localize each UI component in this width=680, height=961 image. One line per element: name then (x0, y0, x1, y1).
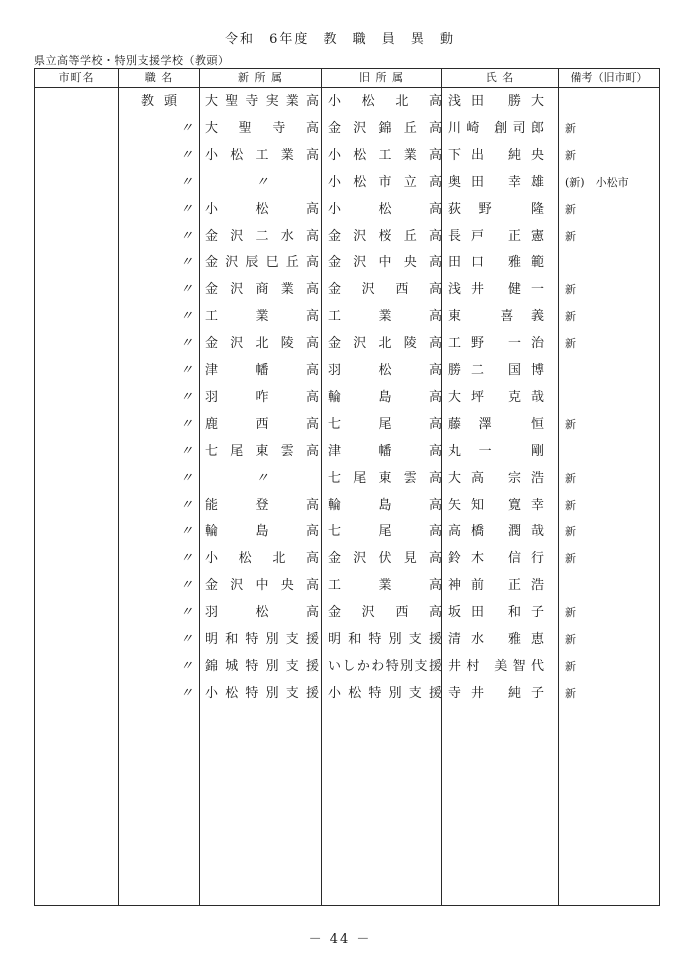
position-cell: 〃 (179, 632, 193, 647)
header-city: 市町名 (58, 71, 95, 84)
new-post-cell: 小松特別支援 (205, 685, 319, 701)
position-cell: 〃 (179, 336, 193, 352)
old-post-cell: 津幡高 (328, 443, 442, 459)
note-cell: 新 (565, 310, 576, 324)
old-post-cell: 七尾東雲高 (328, 470, 442, 486)
note-cell: 新 (565, 498, 576, 512)
old-post-cell: 金沢桜丘高 (328, 228, 442, 244)
old-post-cell: 小松特別支援 (328, 685, 442, 701)
old-post-cell: 小松市立高 (328, 174, 442, 190)
name-cell: 高橋 潤哉 (448, 524, 544, 540)
position-cell: 〃 (179, 309, 193, 325)
position-cell: 〃 (179, 551, 193, 567)
position-cell: 〃 (179, 470, 193, 486)
note-cell: 新 (565, 121, 576, 135)
section-subtitle: 県立高等学校・特別支援学校（教頭） (34, 54, 230, 67)
note-cell: 新 (565, 337, 576, 351)
position-cell: 〃 (179, 658, 193, 674)
name-cell: 丸一 剛 (448, 443, 544, 459)
note-cell: 新 (565, 417, 576, 431)
table-row (35, 654, 659, 680)
header-position: 職 名 (144, 71, 174, 84)
name-cell: 長戸 正憲 (448, 228, 544, 244)
table-row (35, 304, 659, 330)
old-post-cell: 七尾高 (328, 416, 442, 432)
table-row (35, 439, 659, 465)
table-row (35, 250, 659, 276)
table-row (35, 224, 659, 250)
old-post-cell: 小松工業高 (328, 147, 442, 163)
name-cell: 下出 純央 (448, 147, 544, 163)
document-title: 令和 6年度 教 職 員 異 動 (224, 32, 456, 47)
header-name: 氏 名 (485, 71, 515, 84)
name-cell: 東 喜義 (448, 309, 544, 325)
old-post-cell: いしかわ特別支援 (328, 658, 442, 674)
note-cell: 新 (565, 202, 576, 216)
old-post-cell: 金沢北陵高 (328, 336, 442, 352)
new-post-cell: 錦城特別支援 (205, 658, 319, 674)
name-cell: 大高 宗浩 (448, 470, 544, 486)
name-cell: 大坪 克哉 (448, 389, 544, 405)
note-cell (565, 89, 659, 115)
position-cell: 〃 (179, 228, 193, 244)
position-cell: 〃 (179, 416, 193, 432)
old-post-cell: 小松高 (328, 201, 442, 217)
personnel-table (34, 68, 660, 906)
name-cell: 荻野 隆 (448, 201, 544, 217)
new-post-cell: 鹿西高 (205, 416, 319, 432)
old-post-cell: 明和特別支援 (328, 632, 442, 647)
new-post-cell: 津幡高 (205, 363, 319, 378)
table-row (35, 170, 659, 196)
new-post-cell: 明和特別支援 (205, 632, 319, 647)
position-cell: 〃 (179, 497, 193, 513)
name-cell: 清水 雅恵 (448, 632, 544, 647)
table-row (35, 331, 659, 357)
old-post-cell: 金沢伏見高 (328, 551, 442, 567)
note-cell: 新 (565, 659, 576, 673)
old-post-cell: 金沢西高 (328, 282, 442, 298)
name-cell: 寺井 純子 (448, 685, 544, 701)
table-row (35, 116, 659, 142)
new-post-cell: 金沢二水高 (205, 228, 319, 244)
note-cell: 新 (565, 148, 576, 162)
old-post-cell: 金沢錦丘高 (328, 120, 442, 136)
position-cell: 〃 (179, 120, 193, 136)
note-cell (565, 358, 659, 384)
note-cell: 新 (565, 525, 576, 539)
name-cell: 浅田 勝大 (448, 94, 544, 109)
table-row (35, 573, 659, 599)
new-post-cell: 大聖寺実業高 (205, 94, 319, 109)
table-row (35, 600, 659, 626)
position-cell: 〃 (179, 282, 193, 298)
table-row (35, 358, 659, 384)
new-post-cell: 金沢北陵高 (205, 336, 319, 352)
table-row (35, 277, 659, 303)
position-cell: 〃 (179, 685, 193, 701)
header-divider (35, 87, 659, 88)
position-cell: 〃 (179, 174, 193, 190)
name-cell: 勝二 国博 (448, 363, 544, 378)
new-post-cell: 小松工業高 (205, 147, 319, 163)
position-cell: 〃 (179, 389, 193, 405)
position-cell: 〃 (179, 443, 193, 459)
position-cell: 〃 (179, 578, 193, 594)
old-post-cell: 小松北高 (328, 94, 442, 109)
table-row (35, 385, 659, 411)
new-post-cell: 小松北高 (205, 551, 319, 567)
new-post-cell: 金沢商業高 (205, 282, 319, 298)
new-post-cell: 大聖寺高 (205, 120, 319, 136)
position-cell: 〃 (179, 605, 193, 621)
position-cell: 〃 (179, 363, 193, 378)
old-post-cell: 金沢西高 (328, 605, 442, 621)
new-post-cell: 金沢中央高 (205, 578, 319, 594)
note-cell: 新 (565, 471, 576, 485)
note-cell: 新 (565, 633, 576, 646)
new-post-cell: 輪島高 (205, 524, 319, 540)
table-row (35, 681, 659, 707)
old-post-cell: 金沢中央高 (328, 255, 442, 271)
old-post-cell: 羽松高 (328, 363, 442, 378)
header-old-post: 旧 所 属 (359, 71, 404, 84)
table-row (35, 627, 659, 653)
name-cell: 川崎 創司郎 (448, 120, 544, 136)
table-row (35, 197, 659, 223)
new-post-cell: 羽咋高 (205, 389, 319, 405)
name-cell: 工野 一治 (448, 336, 544, 352)
position-cell: 〃 (179, 147, 193, 163)
old-post-cell: 輪島高 (328, 389, 442, 405)
table-row (35, 493, 659, 519)
header-note: 備考（旧市町） (570, 71, 648, 84)
name-cell: 神前 正浩 (448, 578, 544, 594)
new-post-cell: 能登高 (205, 497, 319, 513)
new-post-cell: 金沢辰巳丘高 (205, 255, 319, 271)
note-cell (565, 250, 659, 276)
name-cell: 矢知 寛幸 (448, 497, 544, 513)
note-cell (565, 385, 659, 411)
new-post-cell: 小松高 (205, 201, 319, 217)
note-cell: 新 (565, 552, 576, 566)
name-cell: 藤澤 恒 (448, 416, 544, 432)
table-row (35, 466, 659, 492)
new-post-cell: 〃 (255, 174, 269, 190)
position-cell: 〃 (179, 524, 193, 540)
position-cell: 〃 (179, 255, 193, 271)
name-cell: 鈴木 信行 (448, 551, 544, 567)
note-cell (565, 439, 659, 465)
note-cell: 新 (565, 686, 576, 700)
old-post-cell: 七尾高 (328, 524, 442, 540)
table-row (35, 89, 659, 115)
table-row (35, 143, 659, 169)
table-row (35, 546, 659, 572)
name-cell: 井村 美智代 (448, 658, 544, 674)
old-post-cell: 工業高 (328, 578, 442, 594)
old-post-cell: 工業高 (328, 309, 442, 325)
note-cell: 新 (565, 606, 576, 620)
position-cell: 〃 (179, 201, 193, 217)
name-cell: 奥田 幸雄 (448, 174, 544, 190)
new-post-cell: 工業高 (205, 309, 319, 325)
note-cell: 新 (565, 283, 576, 297)
new-post-cell: 〃 (255, 470, 269, 486)
table-row (35, 519, 659, 545)
position-cell: 教頭 (140, 94, 187, 109)
name-cell: 坂田 和子 (448, 605, 544, 621)
new-post-cell: 羽松高 (205, 605, 319, 621)
header-new-post: 新 所 属 (238, 71, 283, 84)
old-post-cell: 輪島高 (328, 497, 442, 513)
table-row (35, 412, 659, 438)
note-cell (565, 573, 659, 599)
note-cell: 新 (565, 229, 576, 243)
note-cell: (新) 小松市 (565, 175, 629, 189)
name-cell: 田口 雅範 (448, 255, 544, 271)
page-number: － 44 － (308, 932, 372, 947)
name-cell: 浅井 健一 (448, 282, 544, 298)
new-post-cell: 七尾東雲高 (205, 443, 319, 459)
